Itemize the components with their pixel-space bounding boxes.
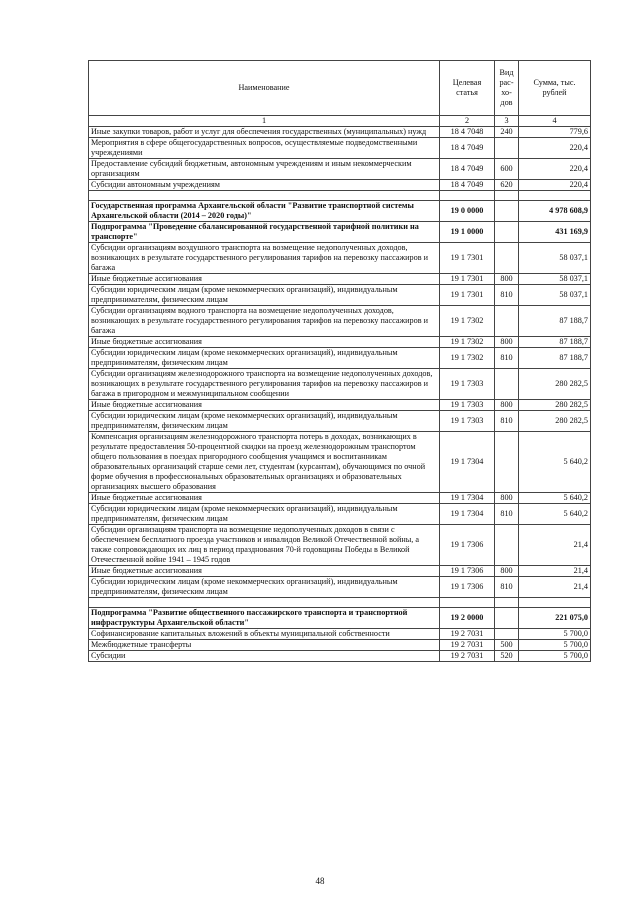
cell-kind: 800 [495, 337, 519, 348]
cell-kind: 620 [495, 180, 519, 191]
cell-sum: 58 037,1 [519, 243, 591, 274]
cell-kind [495, 369, 519, 400]
cell-kind: 800 [495, 274, 519, 285]
cell-kind: 520 [495, 651, 519, 662]
cell-kind: 810 [495, 285, 519, 306]
cell-name: Субсидии юридическим лицам (кроме некоммерческих организаций), индивидуальным предпринимателям, физическим лицам [89, 348, 440, 369]
cell-sum: 21,4 [519, 525, 591, 566]
cell-kind [495, 629, 519, 640]
cell-kind [495, 306, 519, 337]
cell-name: Иные бюджетные ассигнования [89, 337, 440, 348]
table-row [89, 159, 591, 180]
cell-code: 19 1 7302 [440, 348, 495, 369]
header-code: Целевая статья [440, 61, 495, 116]
spacer-row [89, 598, 591, 608]
table-row [89, 640, 591, 651]
cell-code: 18 4 7049 [440, 138, 495, 159]
cell-code: 18 4 7048 [440, 127, 495, 138]
cell-name: Субсидии организациям транспорта на возмещение недополученных доходов в связи с обеспечением бесплатного проезда участников и инвалидов Великой Отечественной войны, а также сопровождающих их лиц в период празднования 70-й годовщины Победы в Великой Отечественной войне 1941 – 1945 годов [89, 525, 440, 566]
table-row [89, 285, 591, 306]
cell-sum: 5 700,0 [519, 651, 591, 662]
spacer-row [89, 191, 591, 201]
table-row [89, 504, 591, 525]
column-number: 4 [519, 116, 591, 127]
header-row [89, 61, 591, 116]
cell-name: Подпрограмма "Развитие общественного пассажирского транспорта и транспортной инфраструктуры Архангельской области" [89, 608, 440, 629]
cell-kind [495, 138, 519, 159]
cell-name: Иные бюджетные ассигнования [89, 274, 440, 285]
table-row [89, 127, 591, 138]
header-sum: Сумма, тыс. рублей [519, 61, 591, 116]
table-row [89, 348, 591, 369]
spacer-cell [495, 598, 519, 608]
cell-sum: 5 700,0 [519, 629, 591, 640]
cell-sum: 280 282,5 [519, 369, 591, 400]
cell-kind: 800 [495, 493, 519, 504]
cell-name: Предоставление субсидий бюджетным, автономным учреждениям и иным некоммерческим организациям [89, 159, 440, 180]
cell-kind: 600 [495, 159, 519, 180]
cell-sum: 779,6 [519, 127, 591, 138]
cell-code: 19 1 7301 [440, 285, 495, 306]
budget-table [88, 60, 591, 662]
table-row [89, 432, 591, 493]
cell-name: Субсидии организациям железнодорожного транспорта на возмещение недополученных доходов, возникающих в результате государственного регулирования тарифов на перевозку пассажиров и багажа в пригородном и межмуниципальном сообщении [89, 369, 440, 400]
cell-code: 19 0 0000 [440, 201, 495, 222]
table-row [89, 629, 591, 640]
table-row [89, 243, 591, 274]
cell-kind: 500 [495, 640, 519, 651]
table-row [89, 651, 591, 662]
cell-code: 19 1 7302 [440, 306, 495, 337]
cell-name: Субсидии организациям воздушного транспорта на возмещение недополученных доходов, возникающих в результате государственного регулирования тарифов на перевозку пассажиров и багажа [89, 243, 440, 274]
cell-kind: 810 [495, 411, 519, 432]
table-row [89, 577, 591, 598]
cell-code: 19 1 7306 [440, 577, 495, 598]
table-row [89, 180, 591, 191]
header-kind: Вид рас-хо-дов [495, 61, 519, 116]
table-row [89, 525, 591, 566]
table-row [89, 222, 591, 243]
cell-sum: 58 037,1 [519, 274, 591, 285]
cell-sum: 5 700,0 [519, 640, 591, 651]
cell-name: Субсидии [89, 651, 440, 662]
cell-name: Субсидии юридическим лицам (кроме некоммерческих организаций), индивидуальным предпринимателям, физическим лицам [89, 411, 440, 432]
cell-name: Субсидии организациям водного транспорта на возмещение недополученных доходов, возникающих в результате государственного регулирования тарифов на перевозку пассажиров и багажа [89, 306, 440, 337]
cell-code: 19 1 7303 [440, 369, 495, 400]
cell-name: Межбюджетные трансферты [89, 640, 440, 651]
table-row [89, 306, 591, 337]
table-row [89, 201, 591, 222]
cell-code: 19 1 7302 [440, 337, 495, 348]
table-row [89, 400, 591, 411]
cell-name: Государственная программа Архангельской области "Развитие транспортной системы Архангельской области (2014 – 2020 годы)" [89, 201, 440, 222]
column-number-row [89, 116, 591, 127]
cell-code: 19 2 7031 [440, 629, 495, 640]
cell-code: 18 4 7049 [440, 180, 495, 191]
cell-kind: 810 [495, 577, 519, 598]
cell-kind: 810 [495, 348, 519, 369]
column-number: 1 [89, 116, 440, 127]
cell-kind: 240 [495, 127, 519, 138]
cell-code: 19 1 7306 [440, 525, 495, 566]
cell-sum: 21,4 [519, 577, 591, 598]
cell-name: Иные бюджетные ассигнования [89, 566, 440, 577]
cell-sum: 21,4 [519, 566, 591, 577]
cell-kind: 810 [495, 504, 519, 525]
spacer-cell [89, 191, 440, 201]
page-number: 48 [315, 876, 325, 886]
cell-kind [495, 201, 519, 222]
cell-sum: 87 188,7 [519, 337, 591, 348]
cell-code: 19 2 7031 [440, 651, 495, 662]
cell-name: Подпрограмма "Проведение сбалансированной государственной тарифной политики на транспорте" [89, 222, 440, 243]
table-row [89, 566, 591, 577]
cell-code: 19 1 7303 [440, 400, 495, 411]
cell-code: 19 1 7303 [440, 411, 495, 432]
spacer-cell [495, 191, 519, 201]
table-row [89, 608, 591, 629]
cell-sum: 221 075,0 [519, 608, 591, 629]
cell-code: 19 1 7301 [440, 243, 495, 274]
spacer-cell [89, 598, 440, 608]
cell-sum: 5 640,2 [519, 432, 591, 493]
cell-code: 19 1 7306 [440, 566, 495, 577]
cell-sum: 4 978 608,9 [519, 201, 591, 222]
spacer-cell [519, 598, 591, 608]
table-body [89, 61, 591, 662]
cell-sum: 5 640,2 [519, 493, 591, 504]
spacer-cell [519, 191, 591, 201]
cell-name: Иные бюджетные ассигнования [89, 400, 440, 411]
cell-name: Субсидии автономным учреждениям [89, 180, 440, 191]
cell-name: Софинансирование капитальных вложений в объекты муниципальной собственности [89, 629, 440, 640]
cell-sum: 220,4 [519, 138, 591, 159]
cell-code: 19 1 7304 [440, 432, 495, 493]
table-row [89, 493, 591, 504]
table-row [89, 138, 591, 159]
cell-sum: 220,4 [519, 180, 591, 191]
column-number: 2 [440, 116, 495, 127]
cell-code: 19 1 0000 [440, 222, 495, 243]
table-row [89, 274, 591, 285]
cell-kind: 800 [495, 400, 519, 411]
cell-code: 19 2 0000 [440, 608, 495, 629]
cell-code: 19 1 7304 [440, 504, 495, 525]
cell-kind: 800 [495, 566, 519, 577]
cell-sum: 58 037,1 [519, 285, 591, 306]
table-row [89, 369, 591, 400]
cell-name: Иные закупки товаров, работ и услуг для обеспечения государственных (муниципальных) нужд [89, 127, 440, 138]
cell-sum: 87 188,7 [519, 348, 591, 369]
table-row [89, 411, 591, 432]
cell-name: Мероприятия в сфере общегосударственных вопросов, осуществляемые подведомственными учреждениями [89, 138, 440, 159]
cell-kind [495, 608, 519, 629]
cell-kind [495, 432, 519, 493]
header-name: Наименование [89, 61, 440, 116]
cell-code: 19 2 7031 [440, 640, 495, 651]
cell-name: Субсидии юридическим лицам (кроме некоммерческих организаций), индивидуальным предпринимателям, физическим лицам [89, 504, 440, 525]
cell-sum: 5 640,2 [519, 504, 591, 525]
cell-name: Субсидии юридическим лицам (кроме некоммерческих организаций), индивидуальным предпринимателям, физическим лицам [89, 577, 440, 598]
spacer-cell [440, 191, 495, 201]
cell-sum: 280 282,5 [519, 400, 591, 411]
cell-kind [495, 525, 519, 566]
cell-kind [495, 222, 519, 243]
cell-code: 18 4 7049 [440, 159, 495, 180]
column-number: 3 [495, 116, 519, 127]
cell-name: Субсидии юридическим лицам (кроме некоммерческих организаций), индивидуальным предпринимателям, физическим лицам [89, 285, 440, 306]
spacer-cell [440, 598, 495, 608]
cell-kind [495, 243, 519, 274]
cell-sum: 431 169,9 [519, 222, 591, 243]
cell-sum: 280 282,5 [519, 411, 591, 432]
cell-sum: 220,4 [519, 159, 591, 180]
cell-name: Компенсация организациям железнодорожного транспорта потерь в доходах, возникающих в результате предоставления 50-процентной скидки на проезд железнодорожным транспортом общего пользования в поездах пригородного сообщения учащимся и воспитанникам образовательных организаций старше семи лет, студентам (курсантам), обучающимся по очной форме обучения в профессиональных образовательных организациях и образовательных организациях высшего образования [89, 432, 440, 493]
cell-code: 19 1 7301 [440, 274, 495, 285]
cell-name: Иные бюджетные ассигнования [89, 493, 440, 504]
table-row [89, 337, 591, 348]
cell-sum: 87 188,7 [519, 306, 591, 337]
cell-code: 19 1 7304 [440, 493, 495, 504]
